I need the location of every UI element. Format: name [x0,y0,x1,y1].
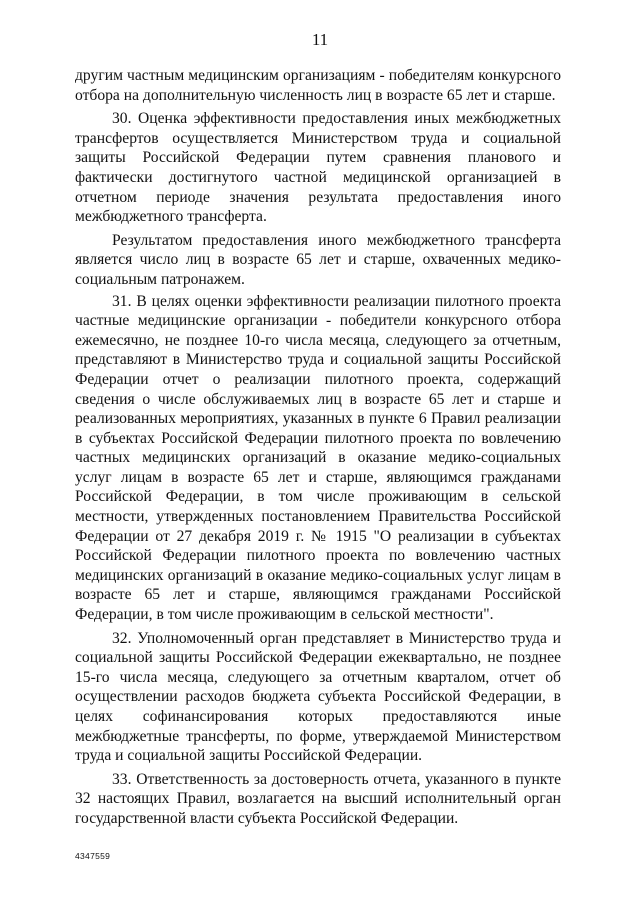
document-body [75,66,561,829]
paragraph-continuation: другим частным медицинским организациям - победителям конкурсного отбора на дополнительную численность лиц в возрасте 65 лет и старше. [75,67,561,104]
paragraph-item-32: 32. Уполномоченный орган представляет в Министерство труда и социальной защиты Российской Федерации ежеквартально, не позднее 15-го числа месяца, следующего за отчетным кварталом, отчет об осуществлении расходов бюджета субъекта Российской Федерации, в целях софинансирования которых предоставляются иные межбюджетные трансферты, по форме, утверждаемой Министерством труда и социальной защиты Российской Федерации. [75,629,561,765]
paragraph-item-33: 33. Ответственность за достоверность отчета, указанного в пункте 32 настоящих Правил, возлагается на высший исполнительный орган государственной власти субъекта Российской Федерации. [75,770,561,827]
page-number: 11 [311,30,329,49]
paragraph-item-30-result: Результатом предоставления иного межбюджетного трансферта является число лиц в возрасте 65 лет и старше, охваченных медико-социальным патронажем. [75,231,561,288]
paragraph-item-31: 31. В целях оценки эффективности реализации пилотного проекта частные медицинские организации - победители конкурсного отбора ежемесячно, не позднее 10-го числа месяца, следующего за отчетным, представляют в Министерство труда и социальной защиты Российской Федерации отчет о реализации пилотного проекта, содержащий сведения о числе обслуживаемых лиц в возрасте 65 лет и старше и реализованных мероприятиях, указанных в пункте 6 Правил реализации в субъектах Российской Федерации пилотного проекта по вовлечению частных медицинских организаций в оказание медико-социальных услуг лицам в возрасте 65 лет и старше, являющимся гражданами Российской Федерации, в том числе проживающим в сельской местности, утвержденных постановлением Правительства Российской Федерации от 27 декабря 2019 г. № 1915 "О реализации в субъектах Российской Федерации пилотного проекта по вовлечению частных медицинских организаций в оказание медико-социальных услуг лицам в возрасте 65 лет и старше, являющимся гражданами Российской Федерации, в том числе проживающим в сельской местности". [75,292,561,624]
paragraph-item-30: 30. Оценка эффективности предоставления иных межбюджетных трансфертов осуществляется Министерством труда и социальной защиты Российской Федерации путем сравнения планового и фактически достигнутого частной медицинской организацией в отчетном периоде значения результата предоставления иного межбюджетного трансферта. [75,110,561,226]
document-code: 4347559 [75,851,111,861]
